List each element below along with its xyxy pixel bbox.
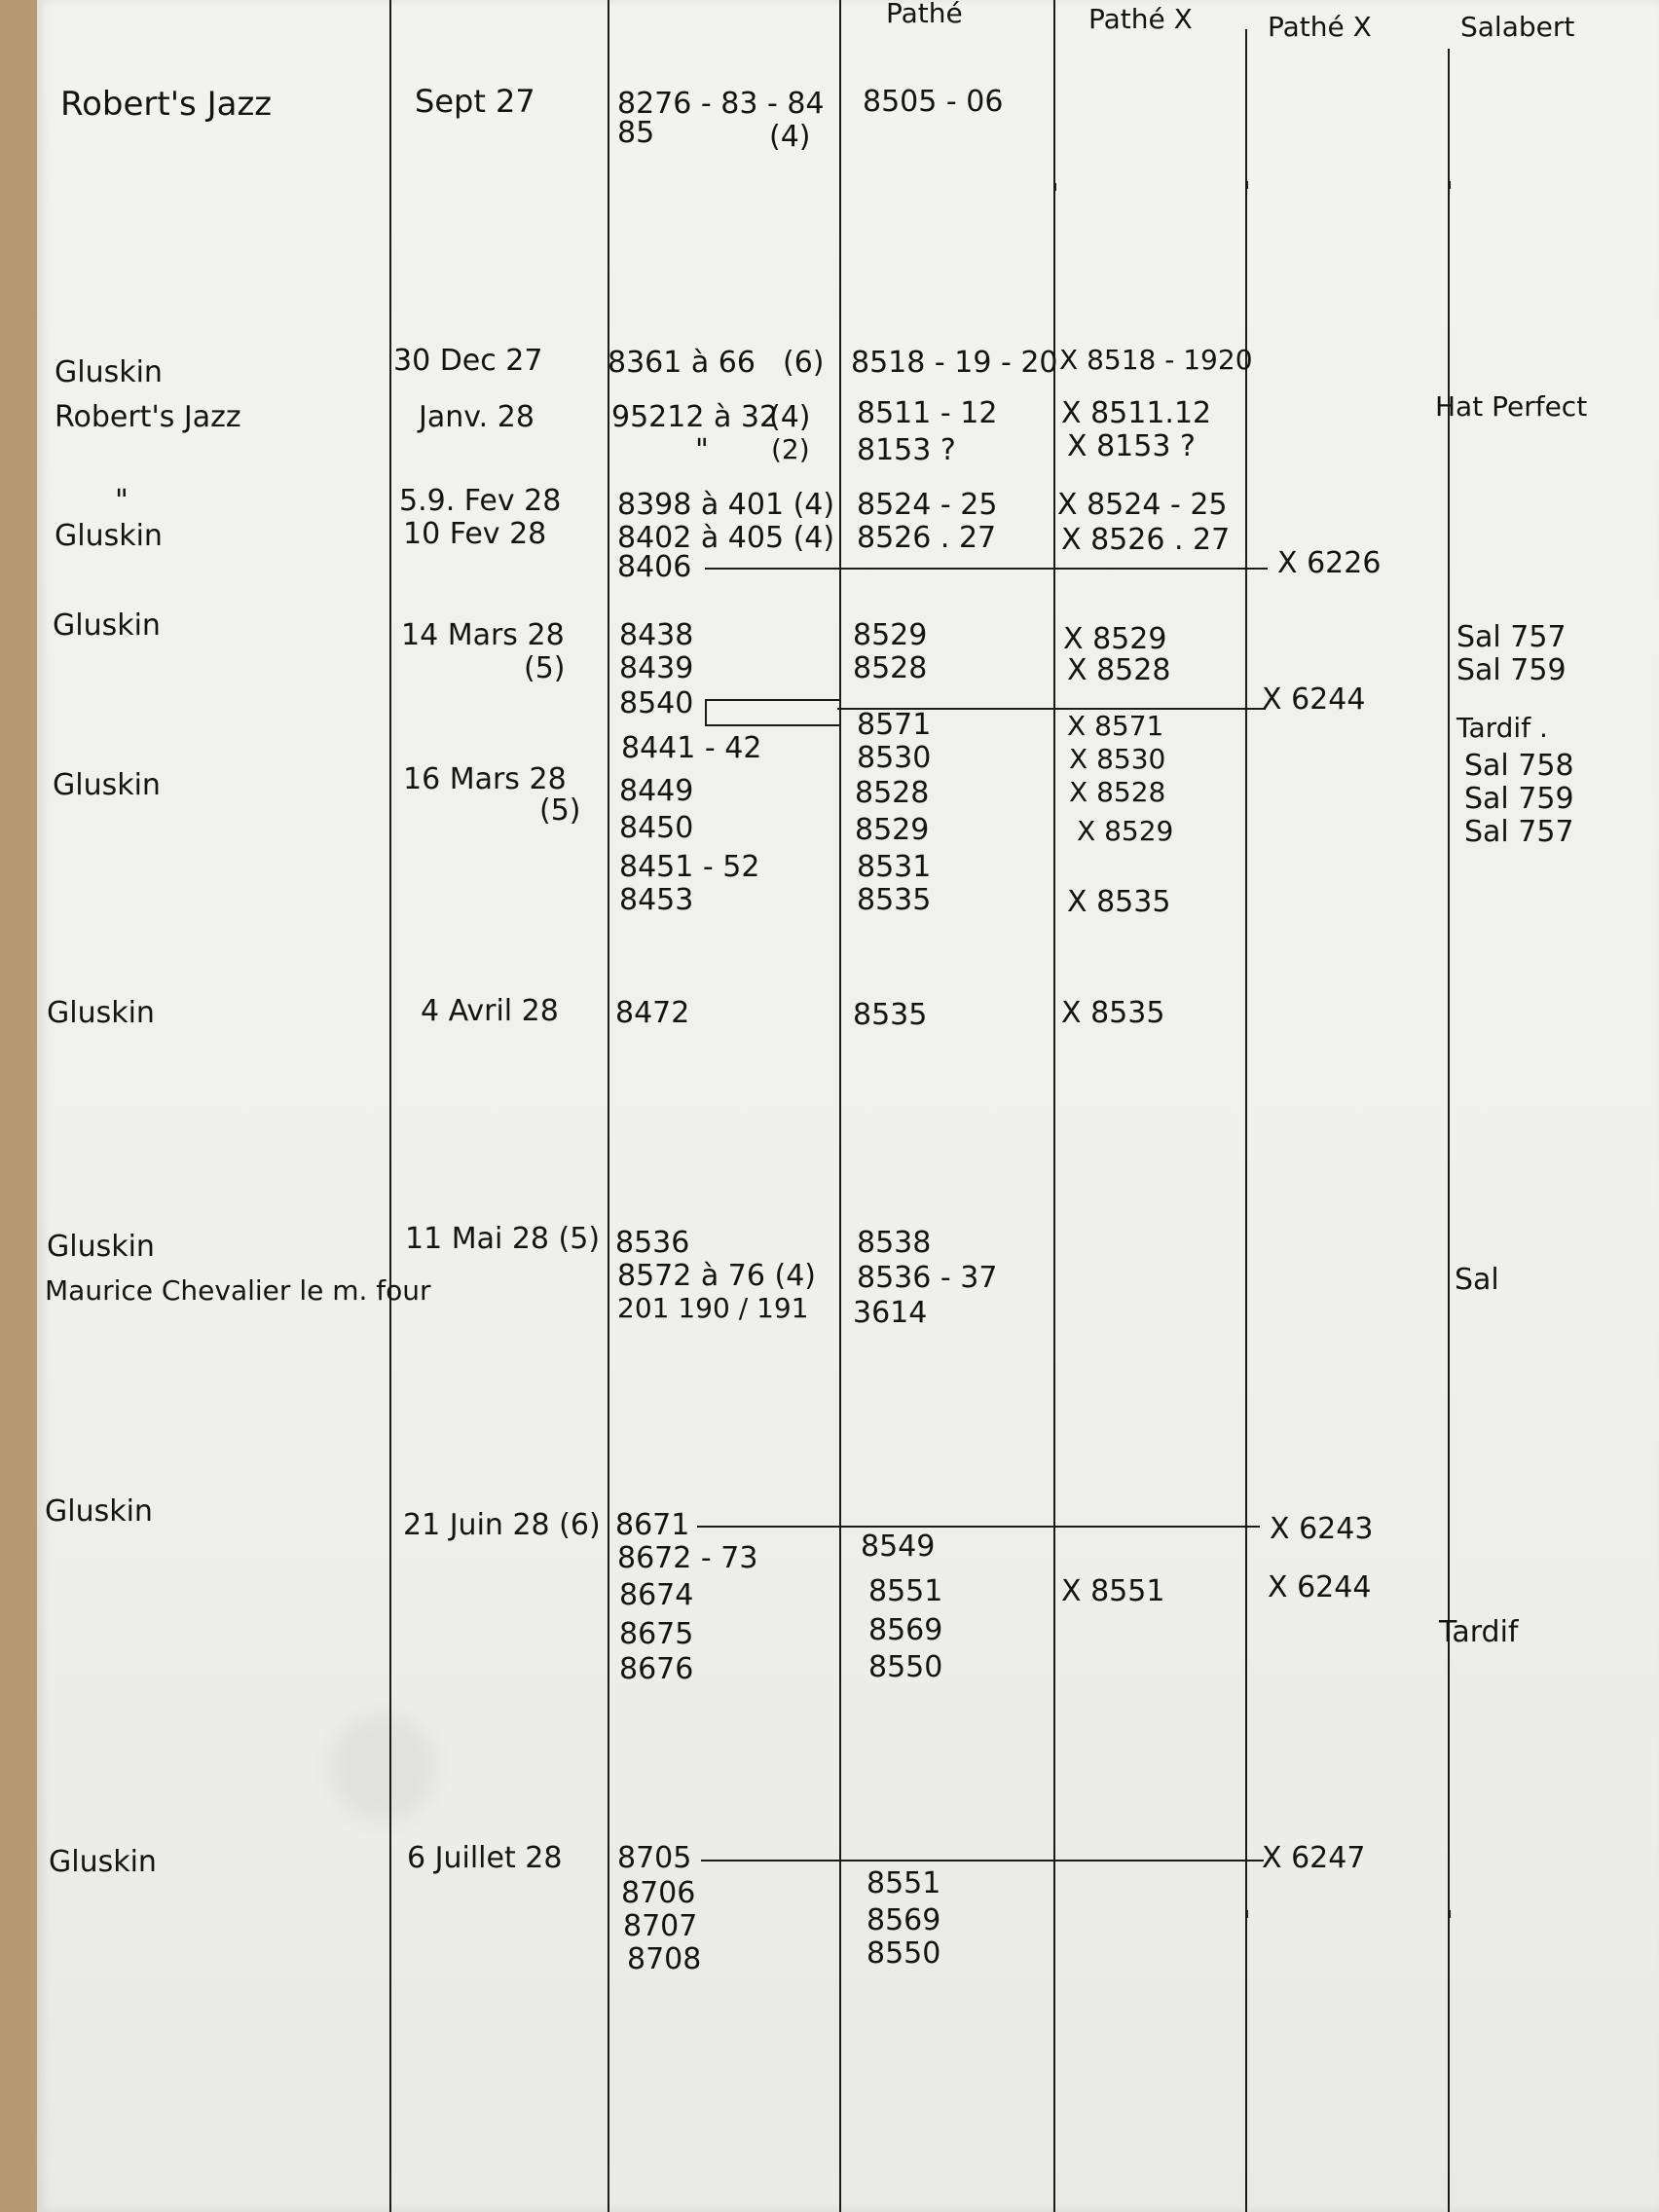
pathe-cell: 8529	[853, 618, 928, 652]
ditto-mark: "	[695, 433, 709, 467]
salabert-cell: Sal 759	[1456, 653, 1567, 687]
rule-tick	[1449, 1910, 1451, 1918]
matrix-cell: 8674	[619, 1578, 694, 1612]
salabert-cell: Tardif	[1439, 1615, 1519, 1649]
matrix-cell: 85	[617, 116, 655, 150]
paper-stain	[329, 1714, 436, 1821]
matrix-cell: 8398 à 401 (4)	[617, 488, 835, 522]
date-cell: 21 Juin 28 (6)	[403, 1508, 601, 1542]
count-cell: (2)	[771, 433, 810, 465]
pathe-x2-cell: X 6226	[1277, 546, 1382, 580]
pathe-cell: 8550	[866, 1936, 941, 1971]
pathe-cell: 8529	[855, 813, 930, 847]
artist-cell: Gluskin	[47, 1230, 155, 1264]
matrix-cell: 95212 à 32	[611, 400, 779, 434]
artist-cell: Gluskin	[45, 1494, 153, 1529]
matrix-cell: 8472	[615, 996, 690, 1030]
matrix-cell: 8438	[619, 618, 694, 652]
matrix-cell: 8572 à 76 (4)	[617, 1259, 817, 1293]
salabert-cell: Sal 758	[1464, 749, 1574, 783]
header-pathe-x-1: Pathé X	[1088, 3, 1193, 35]
pathe-cell: 8528	[855, 776, 930, 810]
pathe-x2-cell: X 6243	[1270, 1512, 1374, 1546]
salabert-cell: Sal 759	[1464, 782, 1574, 816]
matrix-cell: 8450	[619, 811, 694, 845]
artist-cell: Robert's Jazz	[60, 85, 273, 124]
pathe-cell: 8551	[868, 1574, 943, 1608]
date-cell: 6 Juillet 28	[407, 1841, 563, 1875]
pathe-cell: 8511 - 12	[857, 396, 998, 430]
date-cell: 10 Fev 28	[403, 517, 547, 551]
pathe-x-cell: X 8535	[1067, 885, 1171, 919]
pathe-x-cell: X 8571	[1067, 710, 1164, 742]
artist-cell: Gluskin	[55, 355, 163, 389]
pathe-x-cell: X 8551	[1061, 1574, 1165, 1608]
artist-cell: Robert's Jazz	[55, 400, 241, 434]
matrix-cell: 8540	[619, 686, 694, 720]
header-salabert: Salabert	[1460, 11, 1575, 43]
matrix-cell: 8406	[617, 550, 692, 584]
date-cell: 14 Mars 28	[401, 618, 565, 652]
matrix-cell: 8449	[619, 774, 694, 808]
date-cell: 16 Mars 28	[403, 762, 567, 796]
pathe-x2-cell: X 6244	[1262, 682, 1366, 717]
matrix-cell: 8439	[619, 651, 694, 685]
date-cell: 4 Avril 28	[421, 994, 559, 1028]
matrix-cell: 8451 - 52	[619, 850, 760, 884]
pathe-x-cell: X 8511.12	[1061, 396, 1212, 430]
column-rule-2	[608, 0, 609, 2212]
matrix-cell: 8675	[619, 1617, 694, 1651]
pathe-x-cell: X 8153 ?	[1067, 429, 1196, 463]
header-pathe: Pathé	[886, 0, 963, 29]
count-cell: (5)	[524, 651, 566, 685]
matrix-cell: 201 190 / 191	[617, 1292, 809, 1324]
matrix-cell: 8707	[623, 1909, 698, 1943]
matrix-cell: 8671	[615, 1508, 690, 1542]
pathe-cell: 3614	[853, 1296, 928, 1330]
column-rule-3	[839, 0, 841, 2212]
date-cell: 5.9. Fev 28	[399, 484, 562, 518]
pathe-cell: 8535	[853, 998, 928, 1032]
salabert-cell: Sal 757	[1464, 815, 1574, 849]
matrix-cell: 8705	[617, 1841, 692, 1875]
date-cell: 11 Mai 28 (5)	[405, 1222, 601, 1256]
paper-sheet	[37, 0, 1659, 2212]
connector-line-8406	[705, 568, 1268, 570]
connector-line-8671	[697, 1526, 1260, 1528]
pathe-x-cell: X 8535	[1061, 996, 1165, 1030]
pathe-x-cell: X 8524 - 25	[1057, 488, 1228, 522]
matrix-cell: 8708	[627, 1942, 702, 1976]
rule-tick	[1054, 183, 1056, 191]
matrix-cell: 8361 à 66	[608, 346, 756, 380]
salabert-cell: Hat Perfect	[1435, 390, 1588, 423]
pathe-cell: 8550	[868, 1650, 943, 1684]
artist-cell: Gluskin	[49, 1845, 157, 1879]
salabert-cell: Sal	[1455, 1263, 1499, 1297]
count-cell: (4)	[769, 120, 811, 154]
pathe-cell: 8551	[866, 1866, 941, 1900]
rule-tick	[1246, 181, 1248, 189]
column-rule-1	[389, 0, 391, 2212]
bracket-8540-8571	[705, 699, 839, 726]
salabert-cell: Tardif .	[1456, 712, 1548, 744]
matrix-cell: 8453	[619, 883, 694, 917]
date-cell: Sept 27	[415, 83, 535, 120]
matrix-cell: 8676	[619, 1652, 694, 1686]
date-cell: Janv. 28	[419, 400, 535, 434]
artist-cell: Gluskin	[55, 519, 163, 553]
matrix-cell: 8402 à 405 (4)	[617, 521, 835, 555]
pathe-x2-cell: X 6247	[1262, 1841, 1366, 1875]
rule-tick	[1449, 181, 1451, 189]
column-rule-4	[1053, 0, 1055, 2212]
pathe-cell: 8569	[866, 1903, 941, 1937]
pathe-cell: 8535	[857, 883, 932, 917]
artist-cell: Gluskin	[53, 608, 161, 643]
pathe-x-cell: X 8529	[1063, 622, 1167, 656]
pathe-cell: 8528	[853, 651, 928, 685]
pathe-cell: 8536 - 37	[857, 1261, 998, 1295]
pathe-x2-cell: X 6244	[1268, 1570, 1372, 1604]
pathe-cell: 8569	[868, 1613, 943, 1647]
pathe-cell: 8524 - 25	[857, 488, 998, 522]
pathe-cell: 8505 - 06	[863, 85, 1004, 119]
pathe-cell: 8538	[857, 1226, 932, 1260]
pathe-x-cell: X 8526 . 27	[1061, 523, 1231, 557]
matrix-cell: 8441 - 42	[621, 731, 762, 765]
artist-cell: Gluskin	[47, 996, 155, 1030]
date-cell: 30 Dec 27	[393, 344, 543, 378]
pathe-cell: 8526 . 27	[857, 521, 997, 555]
pathe-cell: 8530	[857, 741, 932, 775]
count-cell: (4)	[769, 400, 811, 434]
header-pathe-x-2: Pathé X	[1268, 11, 1372, 43]
pathe-cell: 8549	[861, 1530, 936, 1564]
pathe-x-cell: X 8529	[1077, 815, 1174, 847]
pathe-x-cell: X 8528	[1069, 776, 1166, 808]
pathe-x-cell: X 8518 - 1920	[1059, 344, 1253, 376]
matrix-cell: 8276 - 83 - 84	[617, 87, 825, 121]
column-rule-6	[1448, 49, 1450, 2212]
pathe-x-cell: X 8530	[1069, 743, 1166, 775]
matrix-cell: 8706	[621, 1876, 696, 1910]
pathe-cell: 8571	[857, 708, 932, 742]
matrix-cell: 8536	[615, 1226, 690, 1260]
rule-tick	[1246, 1910, 1248, 1918]
count-cell: (5)	[539, 793, 581, 828]
pathe-cell: 8531	[857, 850, 932, 884]
count-cell: (6)	[783, 346, 825, 380]
artist-cell: Maurice Chevalier le m. four	[45, 1274, 431, 1307]
artist-cell: Gluskin	[53, 768, 161, 802]
connector-line-8705	[701, 1860, 1264, 1862]
matrix-cell: 8672 - 73	[617, 1541, 758, 1575]
pathe-cell: 8153 ?	[857, 433, 956, 467]
ditto-mark: "	[115, 484, 129, 518]
pathe-cell: 8518 - 19 - 20	[851, 346, 1058, 380]
salabert-cell: Sal 757	[1456, 620, 1567, 654]
pathe-x-cell: X 8528	[1067, 653, 1171, 687]
